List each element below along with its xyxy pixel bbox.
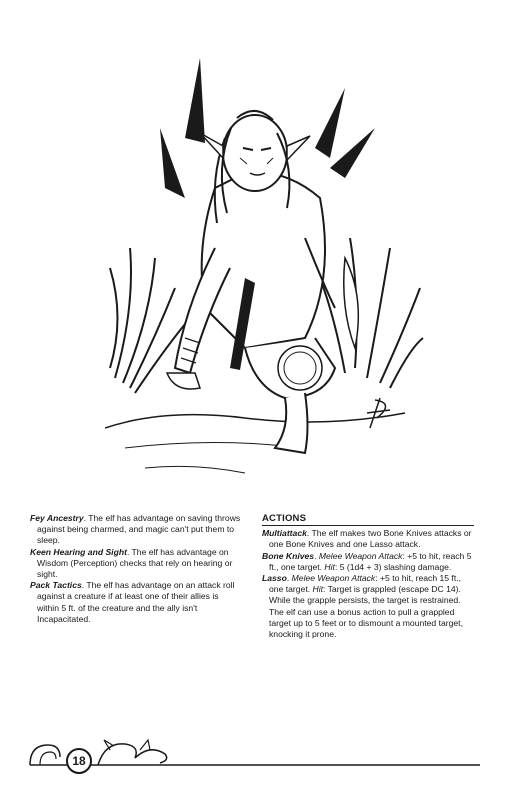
action-lasso: [262, 573, 474, 640]
action-separator: .: [314, 550, 319, 561]
trait-text: . The elf has advantage on saving throws against being charmed, and magic can't put them to sleep.: [37, 513, 241, 546]
attack-text: : +5 to hit, reach 5 ft., one target.: [269, 550, 472, 572]
action-text: . The elf makes two Bone Knives attacks or one Bone Knives and one Lasso attack.: [269, 528, 472, 550]
action-name: Lasso: [262, 573, 287, 584]
action-name: Bone Knives: [262, 550, 315, 561]
action-bone-knives: [262, 551, 474, 573]
attack-type: Melee Weapon Attack: [291, 573, 376, 584]
trait-text: . The elf has advantage on an attack roll against a creature if at least one of their allies is within 5 ft. of the creature and the ally isn't Incapacitated.: [37, 580, 235, 624]
attack-text: : +5 to hit, reach 15 ft., one target.: [269, 573, 461, 595]
trait-name: Pack Tactics: [30, 580, 82, 591]
attack-type: Melee Weapon Attack: [318, 550, 403, 561]
damage-text: : 5 (1d4 + 3) slashing damage.: [334, 561, 452, 572]
hit-label: Hit: [324, 561, 335, 572]
trait-pack-tactics: [30, 580, 242, 625]
trait-text: . The elf has advantage on Wisdom (Perception) checks that rely on hearing or sight.: [37, 546, 233, 580]
actions-heading: ACTIONS: [262, 513, 474, 526]
trait-name: Keen Hearing and Sight: [30, 546, 127, 557]
hit-label: Hit: [312, 584, 323, 595]
trait-name: Fey Ancestry: [30, 513, 84, 523]
action-multiattack: [262, 528, 474, 550]
traits-column: [30, 513, 242, 625]
trait-keen-hearing-and-sight: [30, 547, 242, 581]
trait-fey-ancestry: [30, 513, 242, 547]
page-number: 18: [72, 754, 86, 768]
actions-column: [262, 513, 474, 640]
action-name: Multiattack: [262, 528, 307, 539]
action-separator: .: [286, 573, 292, 584]
elf-hunter-illustration: [105, 48, 425, 498]
effect-text: : Target is grappled (escape DC 14). While the grapple persists, the target is restrained. The elf can use a bonus action to pull a grappled target up to 5 feet or to dismount a mounted target, knocking it prone.: [269, 584, 463, 640]
